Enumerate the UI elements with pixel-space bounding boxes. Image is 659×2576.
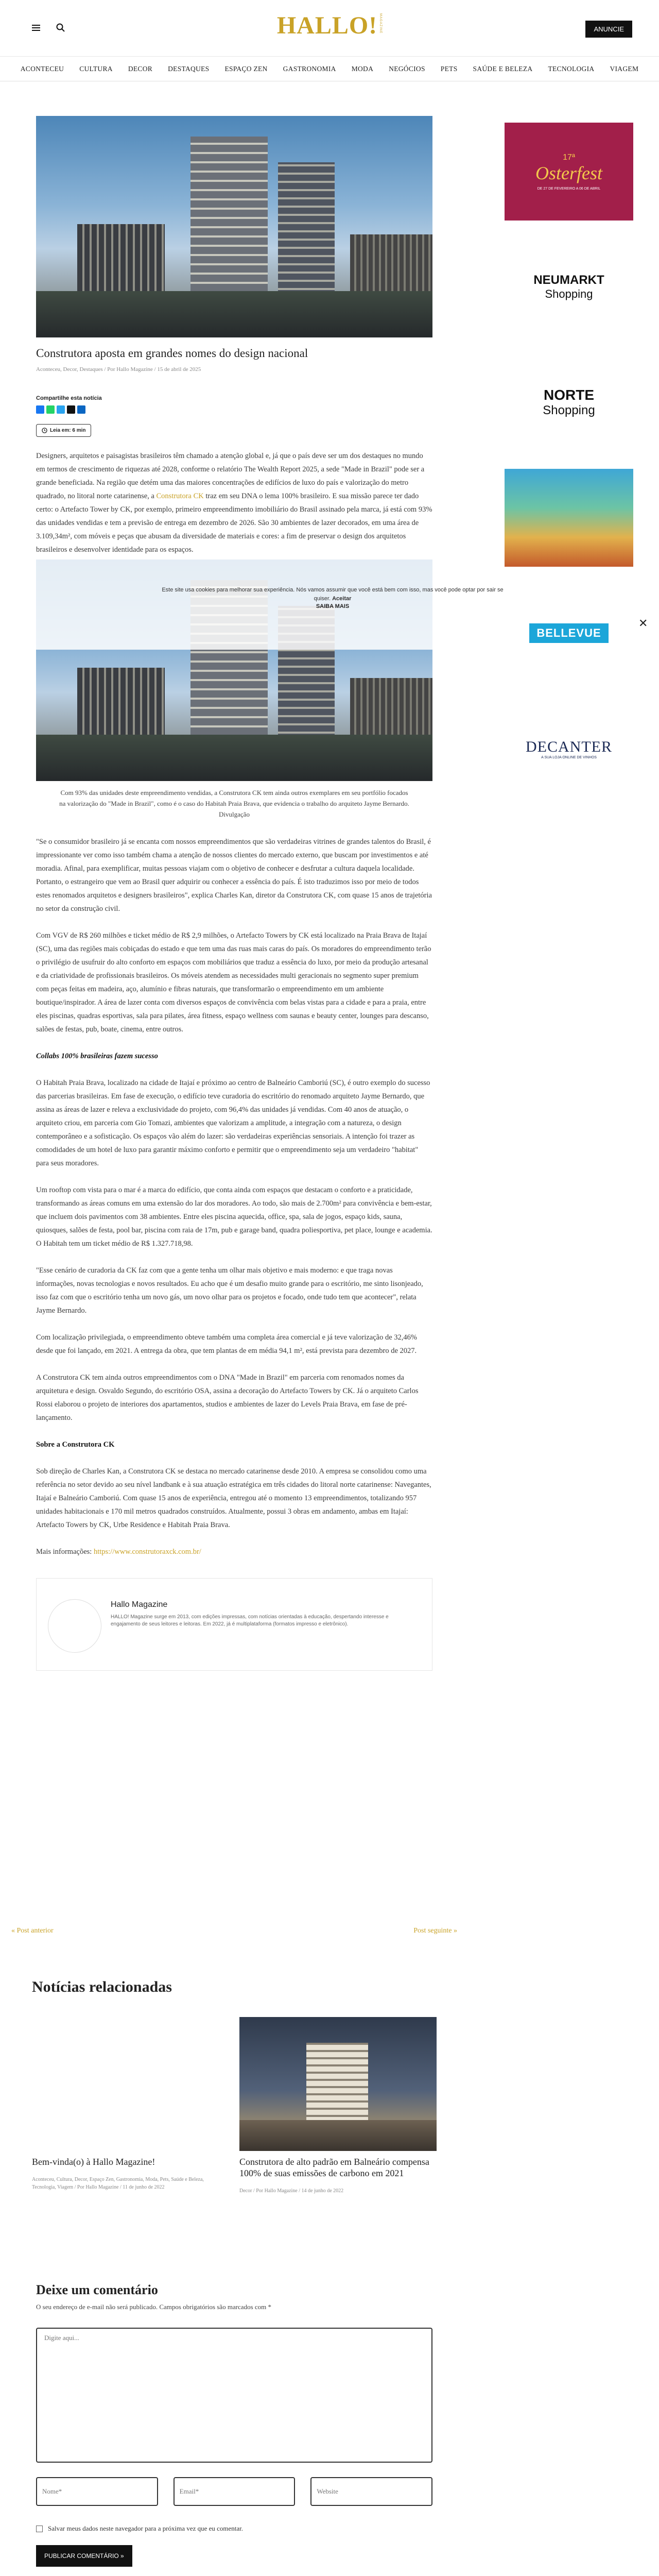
nav-item-aconteceu[interactable]: ACONTECEU bbox=[20, 64, 64, 73]
article-meta: Aconteceu, Decor, Destaques / Por Hallo Magazine / 15 de abril de 2025 bbox=[36, 366, 201, 372]
more-info-link[interactable]: https://www.construtoraxck.com.br/ bbox=[93, 1548, 201, 1556]
submit-comment-button[interactable]: PUBLICAR COMENTÁRIO » bbox=[36, 2545, 132, 2567]
sidebar bbox=[505, 123, 633, 815]
cookie-text: Este site usa cookies para melhorar sua experiência. Nós vamos assumir que você está bem com isso, mas você pode optar por sair se quiser. Aceitar bbox=[162, 587, 504, 602]
paragraph: Com localização privilegiada, o empreendimento obteve também uma completa área comercial e já teve valorização de 32,46% desde que foi lançado, em 2021. A entrega da obra, que tem plantas de em média 94,1 m², está prevista para dezembro de 2027. bbox=[36, 1333, 417, 1355]
next-post-link[interactable]: Post seguinte » bbox=[413, 1927, 457, 1935]
nav-item-decor[interactable]: DECOR bbox=[128, 64, 153, 73]
article bbox=[36, 116, 432, 1671]
hero-image bbox=[36, 116, 432, 337]
nav-item-cultura[interactable]: CULTURA bbox=[79, 64, 113, 73]
related-image[interactable] bbox=[239, 2017, 437, 2151]
nav-item-gastronomia[interactable]: GASTRONOMIA bbox=[283, 64, 336, 73]
cookie-accept-link[interactable]: Aceitar bbox=[332, 596, 352, 602]
nav-item-pets[interactable]: PETS bbox=[440, 64, 458, 73]
ad-bellevue[interactable]: BELLEVUE bbox=[505, 584, 633, 682]
construtora-ck-link[interactable]: Construtora CK bbox=[156, 492, 204, 500]
comment-fields bbox=[36, 2477, 432, 2506]
share-buttons bbox=[36, 405, 432, 414]
related-meta: Decor / Por Hallo Magazine / 14 de junho de 2022 bbox=[239, 2188, 344, 2194]
paragraph: Um rooftop com vista para o mar é a marca do edifício, que conta ainda com espaços que destacam o conforto e a praticidade, transformando as áreas comuns em uma extensão do lar dos moradores. Ao todo, são mais de 2.700m² para convivência e bem-estar, que incluem dois pavimentos com 38 ambientes. Entre eles piscina aquecida, office, spa, sala de jogos, espaço kids, sauna, quiosques, salões de festa, pool bar, piscina com raia de 17m, pub e garage band, quadra poliesportiva, pet place, lounge e academia. O Habitah tem um ticket médio de R$ 1.327.718,98. bbox=[36, 1186, 432, 1248]
site-logo[interactable]: HALLO! MAGAZINE bbox=[276, 12, 383, 39]
related-item[interactable] bbox=[239, 2017, 437, 2195]
nav-item-moda[interactable]: MODA bbox=[351, 64, 374, 73]
prev-post-link[interactable]: « Post anterior bbox=[11, 1927, 54, 1935]
related-title[interactable]: Bem-vinda(o) à Hallo Magazine! bbox=[32, 2157, 155, 2167]
telegram-icon[interactable] bbox=[57, 405, 65, 414]
nav-item-espaco-zen[interactable]: ESPAÇO ZEN bbox=[224, 64, 268, 73]
whatsapp-icon[interactable] bbox=[46, 405, 55, 414]
nav-item-tecnologia[interactable]: TECNOLOGIA bbox=[548, 64, 595, 73]
related-meta: Aconteceu, Cultura, Decor, Espaço Zen, Gastronomia, Moda, Pets, Saúde e Beleza, Tecnologia, Viagem / Por Hallo Magazine / 11 de junho de 2022 bbox=[32, 2177, 204, 2190]
ad-decanter[interactable]: DECANTER A SUA LOJA ONLINE DE VINHOS bbox=[505, 700, 633, 798]
close-icon[interactable]: ✕ bbox=[638, 617, 648, 630]
save-details-row bbox=[36, 2524, 432, 2533]
nav-item-destaques[interactable]: DESTAQUES bbox=[168, 64, 210, 73]
save-details-label: Salvar meus dados neste navegador para a próxima vez que eu comentar. bbox=[48, 2524, 244, 2532]
more-info: Mais informações: https://www.construtoraxck.com.br/ bbox=[36, 1548, 201, 1556]
nav-item-viagem[interactable]: VIAGEM bbox=[610, 64, 639, 73]
paragraph-intro: Designers, arquitetos e paisagistas brasileiros têm chamado a atenção global e, já que o país deve ser um dos destaques no mundo em termos de crescimento de riquezas até 2028, conforme o relatório The Wealth Report 2025, a sede "Made in Brazil" pode ser a grande beneficiada. Na região que detém uma das maiores concentrações de edifícios de luxo do país e valorização do metro quadrado, no litoral norte catarinense, a Construtora CK traz em seu DNA o lema 100% brasileiro. E sua missão parece ter dado certo: o Artefacto Tower by CK, por exemplo, primeiro empreendimento imobiliário do Brasil assinado pela marca, já está com 93% das unidades vendidas e tem a previsão de entrega em dezembro de 2026. São 30 ambientes de lazer decorados, em uma área de 3.109,34m², com móveis e peças que abusam da diversidade de materiais e cores: a fim de preservar o design dos arquitetos brasileiros e desenvolver identidade para os espaços. bbox=[36, 452, 432, 554]
paragraph: "Se o consumidor brasileiro já se encanta com nossos empreendimentos que são verdadeiras vitrines de grandes talentos do Brasil, é impressionante ver como isso também chama a atenção de nossos clientes do mercado externo, que buscam por investimentos e até moradia. Afinal, para exemplificar, muitas pessoas viajam com o objetivo de conhecer e desfrutar a cultura daquela localidade. Portanto, o estrangeiro que vem ao Brasil quer adquirir ou conhecer a essência do país. É isto traduzimos isso por meio de todos estes renomados arquitetos e designers brasileiros", explica Charles Kan, diretor da Construtora CK, com quase 15 anos de trajetória no setor da construção civil. bbox=[36, 838, 432, 913]
author-bio: HALLO! Magazine surge em 2013, com edições impressas, com notícias orientadas à educação, despertando interesse e engajamento de seus leitores e leitoras. Em 2022, já é multiplataforma (formatos impresso e eletrônico). bbox=[111, 1614, 389, 1627]
author-name[interactable]: Hallo Magazine bbox=[111, 1600, 168, 1609]
name-field[interactable] bbox=[36, 2477, 158, 2506]
ad-osterfest[interactable]: 17ª Osterfest DE 27 DE FEVEREIRO A 06 DE ABRIL bbox=[505, 123, 633, 221]
facebook-icon[interactable] bbox=[36, 405, 44, 414]
subheading: Collabs 100% brasileiras fazem sucesso bbox=[36, 1052, 158, 1060]
subheading: Sobre a Construtora CK bbox=[36, 1440, 115, 1449]
related-image[interactable] bbox=[32, 2017, 229, 2151]
share-label: Compartilhe esta notícia bbox=[36, 395, 102, 401]
nav-item-negocios[interactable]: NEGÓCIOS bbox=[389, 64, 425, 73]
nav-item-saude-e-beleza[interactable]: SAÚDE E BELEZA bbox=[473, 64, 533, 73]
reading-time-badge: Leia em: 6 min bbox=[36, 424, 91, 437]
comments-note: O seu endereço de e-mail não será publicado. Campos obrigatórios são marcados com * bbox=[36, 2303, 272, 2311]
header bbox=[0, 0, 659, 57]
x-icon[interactable] bbox=[67, 405, 75, 414]
comment-textarea[interactable] bbox=[36, 2328, 432, 2463]
website-field[interactable] bbox=[310, 2477, 432, 2506]
clock-icon bbox=[42, 428, 47, 433]
email-field[interactable] bbox=[174, 2477, 296, 2506]
save-details-checkbox[interactable] bbox=[36, 2526, 43, 2532]
comments-title: Deixe um comentário bbox=[36, 2282, 158, 2297]
ad-illustration[interactable] bbox=[505, 469, 633, 567]
paragraph: Com VGV de R$ 260 milhões e ticket médio de R$ 2,9 milhões, o Artefacto Towers by CK está localizado na Praia Brava de Itajaí (SC), uma das regiões mais cobiçadas do estado e que tem uma das ruas mais caras do país. Os moradores do empreendimento terão o privilégio de usufruir do alto conforto em espaços com mobiliários que traduz a essência do luxo, por meio da produção artesanal e da criatividade de profissionais brasileiros. Os móveis atendem as necessidades multi geracionais no segmento super premium com peças feitas em madeira, aço, alumínio e fibras naturais, que transformarão o empreendimento em um ambiente boutique/inspirador. A área de lazer conta com diversos espaços de convivência com belas vistas para a cidade e para a praia, entre eles piscinas, quadras esportivas, sala para pilates, área fitness, espaço wellness com saunas e beauty center, lounges para descanso, salões de festas, pub, boate, cinema, entre outros. bbox=[36, 931, 431, 1033]
paragraph: "Esse cenário de curadoria da CK faz com que a gente tenha um olhar mais objetivo e mais moderno: e que traga novas informações, novas tecnologias e novos resultados. Eu acho que é um desafio muito grande para o escritório, me sinto lisonjeado, isso faz com que o escritório tenha um novo gás, um novo olhar para os projetos e focado, onde tudo tem que acontecer", relata Jayme Bernardo. bbox=[36, 1266, 423, 1315]
main-nav bbox=[0, 57, 659, 81]
paragraph: Sob direção de Charles Kan, a Construtora CK se destaca no mercado catarinense desde 2010. A empresa se consolidou como uma referência no setor devido ao seu nível landbank e à sua atuação estratégica em três cidades do litoral norte catarinense: Navegantes, Itajaí e Balneário Camboriú. Com quase 15 anos de experiência, entregou até o momento 13 empreendimentos, totalizando 957 unidades habitacionais e 170 mil metros quadrados construídos. Atualmente, possui 3 obras em andamento, ambas em Itajaí: Artefacto Towers by CK, Urbe Residence e Habitah Praia Brava. bbox=[36, 1467, 431, 1529]
related-title[interactable]: Construtora de alto padrão em Balneário compensa 100% de suas emissões de carbono em 2021 bbox=[239, 2157, 429, 2178]
paragraph: O Habitah Praia Brava, localizado na cidade de Itajaí e próximo ao centro de Balneário Camboriú (SC), é outro exemplo do sucesso das parcerias brasileiras. Em fase de execução, o edifício teve curadoria do escritório do renomado arquiteto Jayme Bernardo, que assina as áreas de lazer e releva a exclusividade do projeto, com 96,4% das unidades já vendidas. Com 40 anos de atuação, o arquiteto criou, em parceria com Gio Tomazi, ambientes que valorizam a amplitude, a integração com a natureza, o design contemporâneo e a sofisticação. Os espaços vão além do lazer: são verdadeiras experiências sensoriais. A intenção foi trazer as comodidades de um hotel de luxo para garantir máximo conforto e permitir que o empreendimento seja um verdadeiro "habitat" para seus moradores. bbox=[36, 1079, 430, 1167]
anuncie-button[interactable]: ANUNCIE bbox=[585, 21, 632, 38]
post-pagination bbox=[11, 1927, 457, 1935]
comment-form bbox=[36, 2282, 432, 2567]
cookie-more-link[interactable]: SAIBA MAIS bbox=[316, 603, 350, 609]
ad-norte-shopping[interactable]: NORTE Shopping bbox=[505, 353, 633, 451]
avatar bbox=[48, 1599, 101, 1653]
linkedin-icon[interactable] bbox=[77, 405, 85, 414]
article-title: Construtora aposta em grandes nomes do design nacional bbox=[36, 347, 308, 360]
image-caption: Com 93% das unidades deste empreendimento vendidas, a Construtora CK tem ainda outros exemplares em seu portfólio focados na valorização do "Made in Brazil", como é o caso do Habitah Praia Brava, que evidencia o trabalho do arquiteto Jayme Bernardo. Divulgação bbox=[59, 789, 409, 818]
author-box bbox=[36, 1578, 432, 1671]
related-heading: Notícias relacionadas bbox=[32, 1978, 172, 1995]
related-item[interactable] bbox=[32, 2017, 229, 2191]
paragraph: A Construtora CK tem ainda outros empreendimentos com o DNA "Made in Brazil" em parceria com renomados nomes da arquitetura e design. Osvaldo Segundo, do escritório OSA, assina a decoração do Artefacto Towers by CK. Já o arquiteto Carlos Rossi elaborou o projeto de interiores dos apartamentos, studios e ambientes de lazer do Levels Praia Brava, em fase de pré-lançamento. bbox=[36, 1374, 419, 1422]
ad-neumarkt[interactable]: NEUMARKT Shopping bbox=[505, 238, 633, 336]
